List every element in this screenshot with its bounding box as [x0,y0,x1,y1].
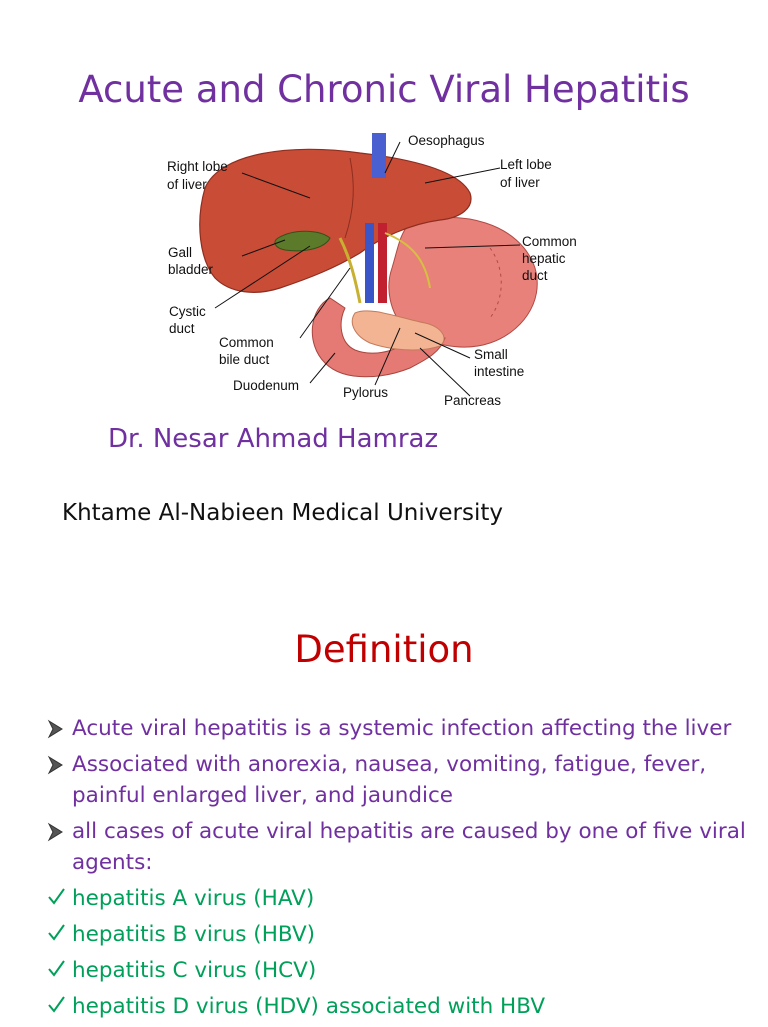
bullet-text: all cases of acute viral hepatitis are caused by one of five viral agents: [72,819,746,875]
label-cystic-2: duct [169,321,195,336]
check-text: hepatitis D virus (HDV) associated with HBV [72,994,546,1019]
slide-title: Acute and Chronic Viral Hepatitis [78,68,690,111]
label-common-hepatic-3: duct [522,268,548,283]
list-item [46,919,766,950]
label-small-intestine-1: Small [474,347,508,362]
label-left-lobe-2: of liver [500,175,540,190]
university-name: Khtame Al-Nabieen Medical University [62,500,503,526]
label-common-bile-1: Common [219,335,274,350]
label-pylorus: Pylorus [343,385,389,400]
label-duodenum: Duodenum [233,378,300,393]
arrow-bullet-icon [46,749,68,780]
label-pancreas: Pancreas [444,393,502,408]
list-item [46,816,766,878]
author-name: Dr. Nesar Ahmad Hamraz [108,424,439,454]
bullet-text: Acute viral hepatitis is a systemic infection affecting the liver [72,716,732,741]
check-text: hepatitis A virus (HAV) [72,886,315,911]
arrow-bullet-icon [46,713,68,744]
checkmark-icon [46,991,68,1022]
definition-list [46,713,766,1027]
checkmark-icon [46,955,68,986]
label-oesophagus: Oesophagus [408,133,485,148]
checkmark-icon [46,883,68,914]
label-small-intestine-2: intestine [474,364,525,379]
label-left-lobe-1: Left lobe [500,157,552,172]
check-text: hepatitis C virus (HCV) [72,958,317,983]
definition-heading: Definition [294,628,474,671]
bullet-text: Associated with anorexia, nausea, vomiting, fatigue, fever, painful enlarged liver, and jaundice [72,752,707,808]
check-text: hepatitis B virus (HBV) [72,922,316,947]
label-gall-1: Gall [168,245,193,260]
arrow-bullet-icon [46,816,68,847]
list-item [46,713,766,744]
list-item [46,749,766,811]
label-right-lobe-1: Right lobe [167,159,228,174]
liver-anatomy-diagram [160,128,610,413]
checkmark-icon [46,919,68,950]
label-common-bile-2: bile duct [219,352,270,367]
list-item [46,955,766,986]
label-right-lobe-2: of liver [167,177,207,192]
label-common-hepatic-2: hepatic [522,251,566,266]
liver-anatomy-illustration [160,128,610,413]
list-item [46,883,766,914]
label-gall-2: bladder [168,262,214,277]
label-cystic-1: Cystic [169,304,206,319]
label-common-hepatic-1: Common [522,234,577,249]
list-item [46,991,766,1022]
